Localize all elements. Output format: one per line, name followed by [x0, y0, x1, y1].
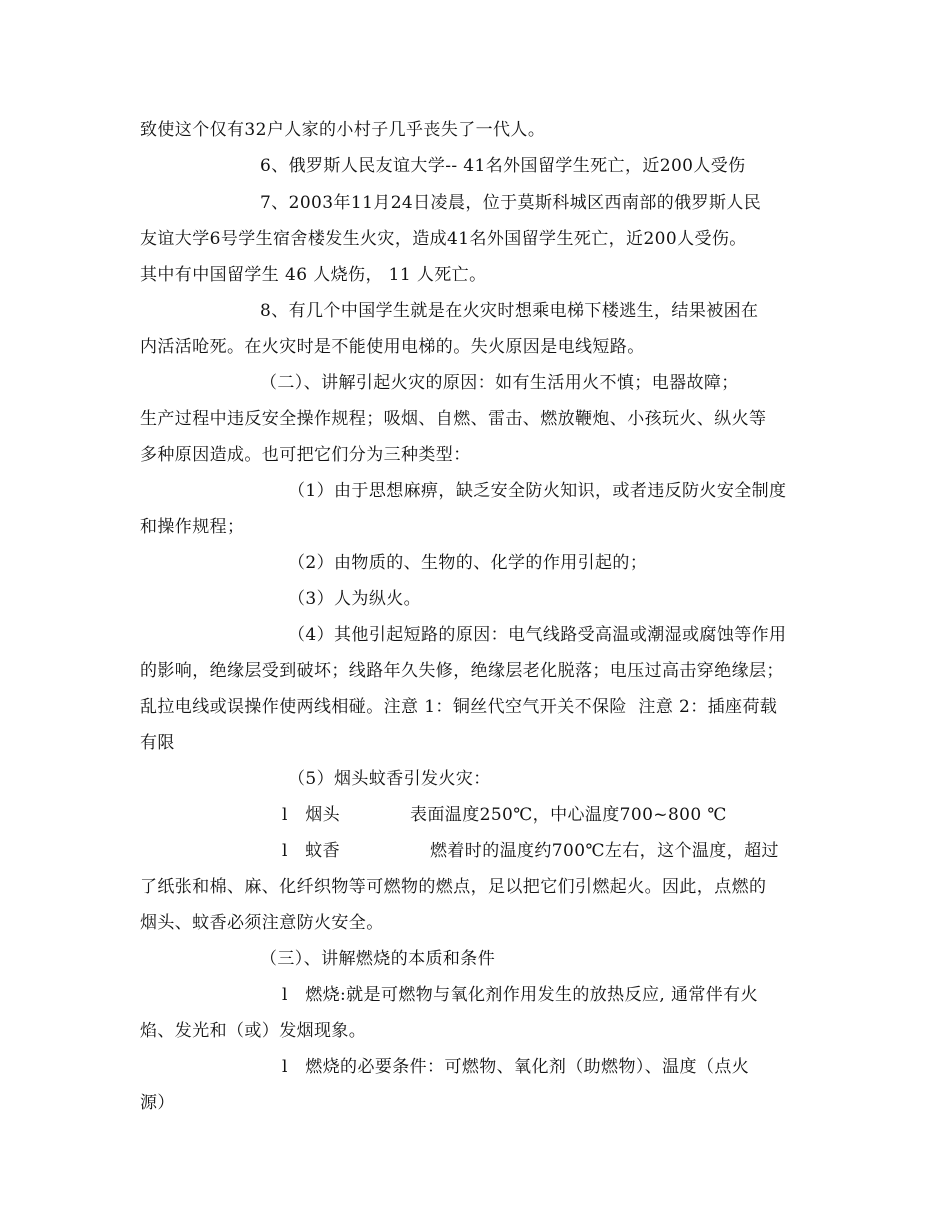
paragraph-line: 的影响，绝缘层受到破坏；线路年久失修，绝缘层老化脱落；电压过高击穿绝缘层； — [140, 661, 784, 681]
paragraph-line: 烟头、蚊香必须注意防火安全。 — [140, 913, 384, 933]
paragraph-line: 源） — [140, 1093, 175, 1113]
bullet-label-cigarette: l 烟头 — [282, 805, 341, 825]
paragraph-line: 内活活呛死。在火灾时是不能使用电梯的。失火原因是电线短路。 — [140, 337, 645, 357]
cause-item-5: （5）烟头蚊香引发火灾： — [288, 769, 491, 789]
paragraph-line: 生产过程中违反安全操作规程；吸烟、自燃、雷击、燃放鞭炮、小孩玩火、纵火等 — [140, 409, 767, 429]
bullet-combustion-conditions: l 燃烧的必要条件：可燃物、氧化剂（助燃物）、温度（点火 — [282, 1057, 750, 1077]
paragraph-line: 了纸张和棉、麻、化纤织物等可燃物的燃点，足以把它们引燃起火。因此，点燃的 — [140, 877, 767, 897]
cause-item-4: （4）其他引起短路的原因：电气线路受高温或潮湿或腐蚀等作用 — [288, 625, 787, 645]
bullet-combustion-definition: l 燃烧:就是可燃物与氧化剂作用发生的放热反应, 通常伴有火 — [282, 985, 758, 1005]
paragraph-line: 多种原因造成。也可把它们分为三种类型： — [140, 445, 471, 465]
paragraph-line: 致使这个仅有32户人家的小村子几乎丧失了一代人。 — [140, 120, 546, 140]
list-item-7: 7、2003年11月24日凌晨，位于莫斯科城区西南部的俄罗斯人民 — [260, 193, 762, 213]
cause-item-1: （1）由于思想麻痹，缺乏安全防火知识，或者违反防火安全制度 — [288, 481, 787, 501]
section-heading-2: （二）、讲解引起火灾的原因：如有生活用火不慎；电器故障； — [260, 373, 739, 393]
bullet-text-mosquito-coil: 燃着时的温度约700℃左右，这个温度，超过 — [430, 841, 779, 861]
paragraph-line: 乱拉电线或误操作使两线相碰。注意 1：铜丝代空气开关不保险 注意 2：插座荷载 — [140, 697, 778, 717]
section-heading-3: （三）、讲解燃烧的本质和条件 — [260, 949, 496, 969]
list-heading-6: 6、俄罗斯人民友谊大学-- 41名外国留学生死亡，近200人受伤 — [260, 156, 746, 176]
paragraph-line: 有限 — [140, 733, 175, 753]
list-item-8: 8、有几个中国学生就是在火灾时想乘电梯下楼逃生，结果被困在 — [260, 301, 759, 321]
paragraph-line: 其中有中国留学生 46 人烧伤， 11 人死亡。 — [140, 265, 487, 285]
bullet-text-cigarette: 表面温度250℃，中心温度700~800 ℃ — [410, 805, 727, 825]
paragraph-line: 焰、发光和（或）发烟现象。 — [140, 1021, 367, 1041]
paragraph-line: 和操作规程； — [140, 517, 245, 537]
bullet-label-mosquito-coil: l 蚊香 — [282, 841, 341, 861]
paragraph-line: 友谊大学6号学生宿舍楼发生火灾，造成41名外国留学生死亡，近200人受伤。 — [140, 229, 747, 249]
cause-item-3: （3）人为纵火。 — [288, 589, 422, 609]
cause-item-2: （2）由物质的、生物的、化学的作用引起的； — [288, 553, 648, 573]
